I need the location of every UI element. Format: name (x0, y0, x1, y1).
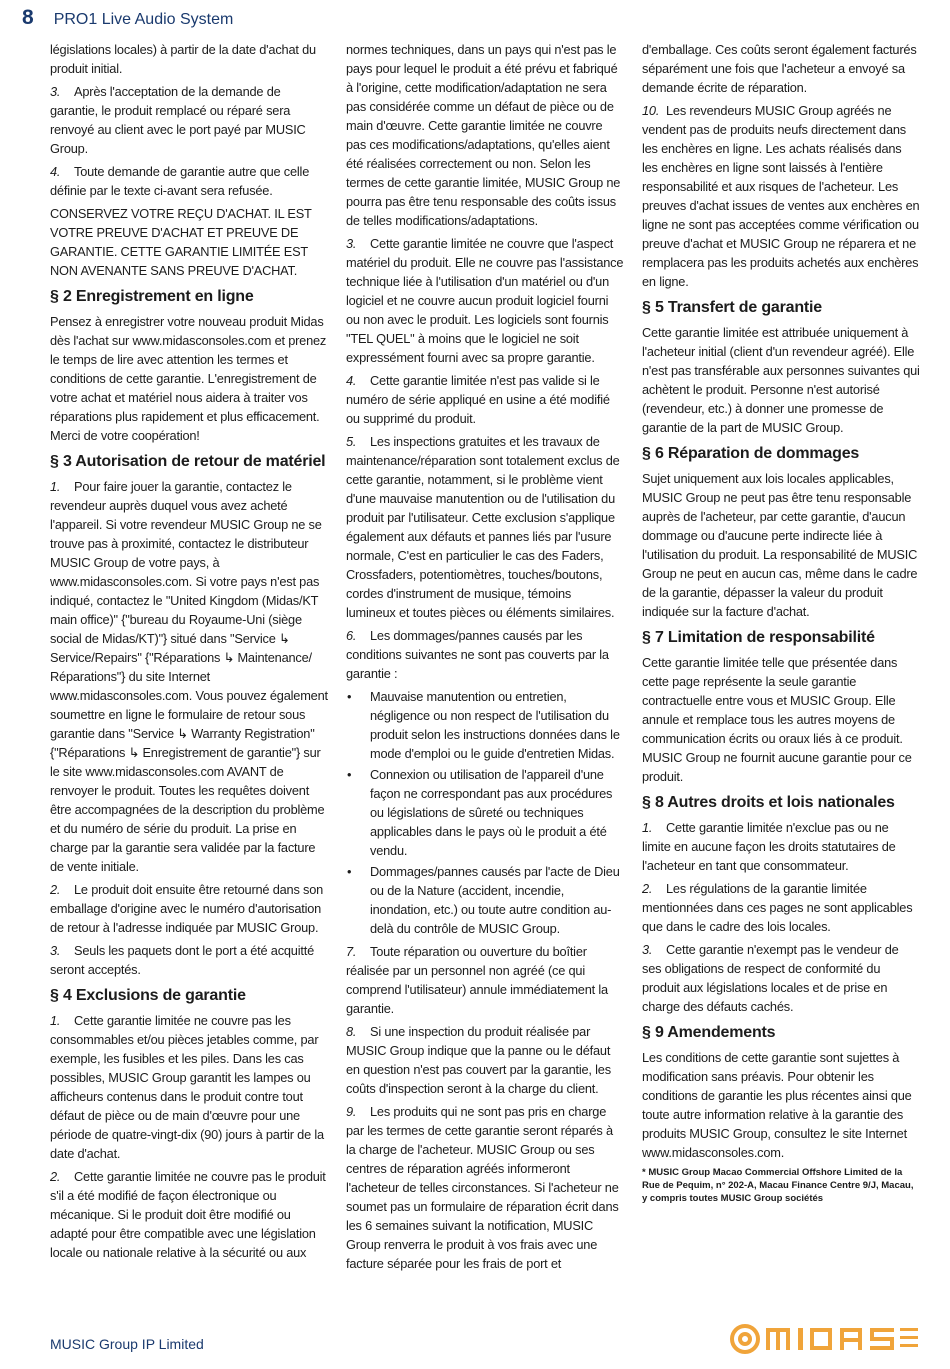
item-number: 1. (50, 479, 61, 494)
item-number: 3. (50, 943, 61, 958)
list-item (642, 818, 920, 875)
section-heading: § 7 Limitation de responsabilité (642, 629, 875, 646)
item-number: 10. (642, 103, 660, 118)
paragraph: Les conditions de cette garantie sont sujettes à modification sans préavis. Pour obtenir les conditions de garantie les plus récentes ainsi que toute autre information relative à la garantie des produits MUSIC Group, consultez le site Internet www.midasconsoles.com. (642, 1050, 912, 1160)
item-text: Cette garantie limitée n'exclue pas ou ne limite en aucune façon les droits statutaires de l'acheteur en tant que consommateur. (642, 820, 896, 873)
paragraph: Cette garantie limitée est attribuée uniquement à l'acheteur initial (client d'un revendeur agréé). Elle n'est pas transférable aux personnes suivantes qui achètent le produit. Personne n'est autorisé (revendeur, etc.) à donner une promesse de garantie de la part de MUSIC Group. (642, 325, 920, 435)
document-title: PRO1 Live Audio System (53, 11, 234, 28)
item-text: Les produits qui ne sont pas pris en charge par les termes de cette garantie seront réparés à la charge de l'acheteur. MUSIC Group ou ses centres de réparation agréés informeront l'acheteur de telles circonstances. Si l'acheteur ne soumet pas un formulaire de réparation écrit dans les 6 semaines suivant la notification, MUSIC Group renverra le produit à vos frais avec une facture séparée pour les frais de port et (346, 1104, 619, 1271)
bullet-item: • Dommages/pannes causés par l'acte de Dieu ou de la Nature (accident, incendie, inondation, etc.) ou toute autre condition au-delà du contrôle de MUSIC Group. (346, 862, 624, 938)
section-heading: § 8 Autres droits et lois nationales (642, 794, 895, 811)
footer-company: MUSIC Group IP Limited (50, 1336, 204, 1352)
page-number: 8 (22, 6, 34, 29)
list-item (50, 1011, 328, 1163)
item-text: Si une inspection du produit réalisée par MUSIC Group indique que la panne ou le défaut en question n'est pas couvert par la garantie, les coûts d'inspection seront à la charge du client. (346, 1024, 611, 1096)
column-2 (346, 40, 624, 1277)
footnote: * MUSIC Group Macao Commercial Offshore Limited de la Rue de Pequim, n° 202-A, Macau Finance Centre 9/J, Macau, y compris toutes MUSIC Group sociétés (642, 1167, 914, 1204)
paragraph: normes techniques, dans un pays qui n'est pas le pays pour lequel le produit a été prévu et fabriqué à l'origine, cette modification/adaptation ne sera pas considérée comme un défaut de pièce ou de main d'œuvre. Cette garantie limitée ne couvre pas ces modifications/adaptations, qu'elles aient été réalisées correctement ou non. Selon les termes de cette garantie limitée, MUSIC Group ne pourra pas être tenu responsable des coûts issus de telles modifications/adaptations. (346, 42, 621, 228)
bullet-list (346, 687, 624, 938)
item-text: Cette garantie limitée ne couvre pas le produit s'il a été modifié de façon électronique ou mécanique. Si le produit doit être modifié ou adapté pour être compatible avec une législation locale ou nationale relative à la sécurité ou aux (50, 1169, 326, 1260)
item-number: 3. (346, 236, 357, 251)
paragraph: Pensez à enregistrer votre nouveau produit Midas dès l'achat sur www.midasconsoles.com et prenez le temps de lire avec attention les termes et conditions de cette garantie. L'enregistrement de votre achat et matériel nous aidera à traiter vos réparations plus rapidement et plus efficacement. Merci de votre coopération! (50, 314, 327, 443)
item-text: Le produit doit ensuite être retourné dans son emballage d'origine avec le numéro d'autorisation de retour à l'adresse indiquée par MUSIC Group. (50, 882, 324, 935)
item-number: 4. (50, 164, 61, 179)
list-item (346, 942, 624, 1018)
list-item (50, 880, 328, 937)
paragraph: d'emballage. Ces coûts seront également facturés séparément une fois que l'acheteur a envoyé sa demande écrite de réparation. (642, 42, 917, 95)
list-item (346, 1102, 624, 1273)
list-item (642, 940, 920, 1016)
item-text: Cette garantie n'exempt pas le vendeur de ses obligations de respect de conformité du produit aux législations locales et de prise en charge des défauts cachés. (642, 942, 899, 1014)
list-item (346, 234, 624, 367)
item-text: Toute réparation ou ouverture du boîtier réalisée par un personnel non agréé (ce qui comprend l'utilisateur) annule immédiatement la garantie. (346, 944, 608, 1016)
list-item (346, 371, 624, 428)
section-heading: § 5 Transfert de garantie (642, 299, 822, 316)
item-number: 5. (346, 434, 357, 449)
item-number: 2. (50, 1169, 61, 1184)
item-text: Les revendeurs MUSIC Group agréés ne vendent pas de produits neufs directement dans les enchères en ligne. Les achats réalisés dans les enchères en ligne sont laissés à l'entière responsabilité et aux risques de l'acheteur. Les preuves d'achat issues de ventes aux enchères en ligne ne sont pas acceptées comme vérification ou preuve d'achat et MUSIC Group ne réparera et ne remplacera pas les produits achetés aux enchères en ligne. (642, 103, 920, 289)
section-heading: § 6 Réparation de dommages (642, 445, 860, 462)
item-text: Les régulations de la garantie limitée mentionnées dans ces pages ne sont applicables que dans le cadre des lois locales. (642, 881, 913, 934)
section-heading: § 3 Autorisation de retour de matériel (50, 453, 326, 470)
item-text: Seuls les paquets dont le port a été acquitté seront acceptés. (50, 943, 314, 977)
item-text: Les inspections gratuites et les travaux de maintenance/réparation sont totalement exclus de cette garantie, notamment, si le problème vient d'une mauvaise manutention ou de l'utilisation du produit par l'utilisateur. Cette exclusion s'applique également aux défauts et pannes liés par l'usure normale, C'est en particulier le cas des Faders, Crossfaders, potentiomètres, touches/boutons, cordes d'instrument de musique, témoins lumineux et toutes pièces ou éléments similaires. (346, 434, 620, 620)
item-text: Cette garantie limitée ne couvre que l'aspect matériel du produit. Elle ne couvre pas l'assistance technique liée à l'utilisation d'un matériel ou d'un logiciel et ne couvre aucun produit logiciel fourni ou non avec le produit. Les logiciels sont fournis "TEL QUEL" à moins que le logiciel ne soit expressément fourni avec sa propre garantie. (346, 236, 624, 365)
item-text: Toute demande de garantie autre que celle définie par le texte ci-avant sera refusée. (50, 164, 310, 198)
list-item (50, 1167, 328, 1262)
item-number: 3. (50, 84, 61, 99)
item-text: Pour faire jouer la garantie, contactez le revendeur auprès duquel vous avez acheté l'appareil. Si votre revendeur MUSIC Group ne se trouve pas à proximité, contactez le distributeur MUSIC Group de votre pays, à www.midasconsoles.com. Si votre pays n'est pas indiqué, contactez le "United Kingdom (Midas/KT main office)" {"bureau du Royaume-Uni (siège social de Midas/KT)"} situé dans "Service ↳ Service/Repairs" {"Réparations ↳ Maintenance/ Réparations"} du site Internet www.midasconsoles.com. Vous pouvez également soumettre en ligne le formulaire de retour sous garantie dans "Service ↳ Warranty Registration" {"Réparations ↳ Enregistrement de garantie"} sur le site www.midasconsoles.com AVANT de renvoyer le produit. Toutes les requêtes doivent être accompagnées de la description du problème et du numéro de série du produit. La prise en charge par la garantie sera validée par la facture de vente initiale. (50, 479, 328, 874)
list-item (642, 879, 920, 936)
list-item (50, 941, 328, 979)
notice-caps: CONSERVEZ VOTRE REÇU D'ACHAT. IL EST VOTRE PREUVE D'ACHAT ET PREUVE DE GARANTIE. CETTE GARANTIE LIMITÉE EST NON AVENANTE SANS PREUVE D'ACHAT. (50, 206, 312, 278)
item-text: Les dommages/pannes causés par les conditions suivantes ne sont pas couverts par la garantie : (346, 628, 609, 681)
section-heading: § 2 Enregistrement en ligne (50, 288, 254, 305)
list-item (642, 101, 920, 291)
column-3 (642, 40, 920, 1209)
list-item (50, 477, 328, 876)
section-heading: § 9 Amendements (642, 1024, 776, 1041)
list-item (50, 82, 328, 158)
page-header (22, 6, 233, 36)
item-text: Après l'acceptation de la demande de garantie, le produit remplacé ou réparé sera renvoyé au client avec le port payé par MUSIC Group. (50, 84, 306, 156)
bullet-item: • Mauvaise manutention ou entretien, négligence ou non respect de l'utilisation du produit selon les instructions données dans le mode d'emploi ou le guide d'entretien Midas. (346, 687, 624, 763)
item-number: 3. (642, 942, 653, 957)
section-heading: § 4 Exclusions de garantie (50, 987, 246, 1004)
item-text: Cette garantie limitée ne couvre pas les consommables et/ou pièces jetables comme, par exemple, les fusibles et les piles. Dans les cas possibles, MUSIC Group garantit les lampes ou afficheurs contenus dans le produit contre tout défaut de pièce ou de main d'œuvre pour une période de quatre-vingt-dix (90) jours à partir de la date d'achat. (50, 1013, 324, 1161)
item-number: 2. (50, 882, 61, 897)
item-number: 9. (346, 1104, 357, 1119)
item-number: 2. (642, 881, 653, 896)
item-number: 4. (346, 373, 357, 388)
list-item (346, 626, 624, 683)
column-1 (50, 40, 328, 1266)
paragraph: Sujet uniquement aux lois locales applicables, MUSIC Group ne peut pas être tenu responsable auprès de l'acheteur, par cette garantie, d'aucun dommage ou d'aucune perte indirecte liée à l'utilisation du produit. La responsabilité de MUSIC Group ne peut en aucun cas, même dans le cadre de la garantie, dépasser la valeur du produit indiquée sur la facture d'achat. (642, 471, 918, 619)
item-number: 1. (642, 820, 653, 835)
item-number: 7. (346, 944, 357, 959)
list-item (50, 162, 328, 200)
item-number: 8. (346, 1024, 357, 1039)
item-number: 1. (50, 1013, 61, 1028)
paragraph: Cette garantie limitée telle que présentée dans cette page représente la seule garantie contractuelle entre vous et MUSIC Group. Elle annule et remplace tous les autres moyens de communication écrits ou oraux liés à ce produit. MUSIC Group ne fournit aucune garantie pour ce produit. (642, 655, 912, 784)
midas-logo (728, 1322, 920, 1356)
bullet-item: • Connexion ou utilisation de l'appareil d'une façon ne correspondant pas aux procédures ou législations de sûreté ou techniques applicables dans le pays où le produit a été vendu. (346, 765, 624, 860)
paragraph: législations locales) à partir de la date d'achat du produit initial. (50, 42, 316, 76)
list-item (346, 432, 624, 622)
list-item (346, 1022, 624, 1098)
item-text: Cette garantie limitée n'est pas valide si le numéro de série appliqué en usine a été modifié ou supprimé du produit. (346, 373, 610, 426)
item-number: 6. (346, 628, 357, 643)
